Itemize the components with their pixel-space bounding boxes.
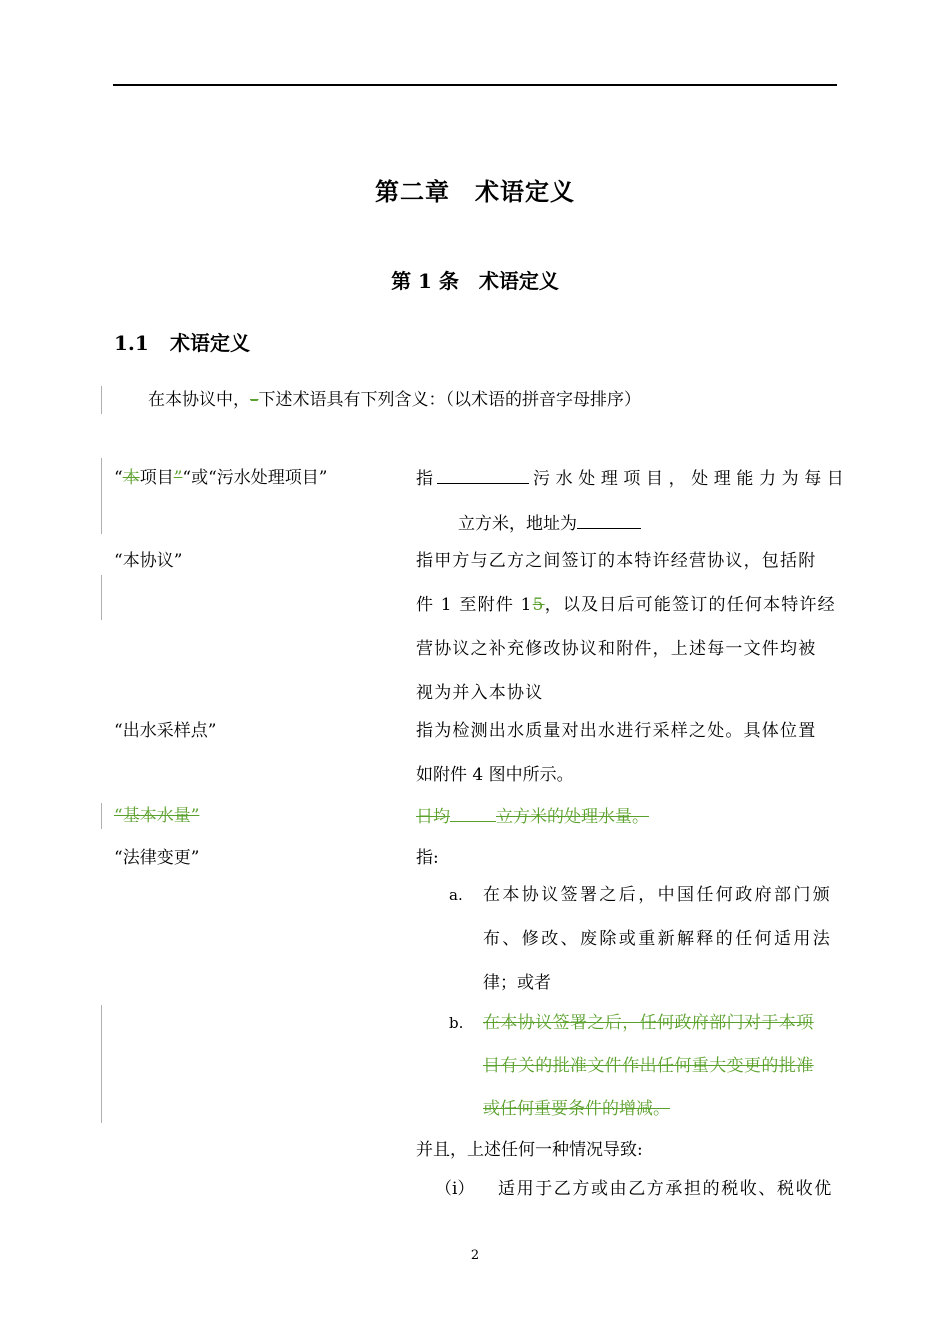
deleted-mark: –: [250, 390, 259, 410]
definition-agreement-line2: 件 1 至附件 15，以及日后可能签订的任何本特许经: [416, 595, 836, 615]
definition-agreement-line1: 指甲方与乙方之间签订的本特许经营协议，包括附: [416, 551, 817, 571]
chapter-title: 第二章 术语定义: [375, 177, 575, 206]
item-b-line3: 或任何重要条件的增减。: [483, 1099, 670, 1119]
definition-project-line2: 立方米，地址为: [458, 512, 641, 535]
header-rule: [113, 84, 837, 86]
definition-base-water: 日均 立方米的处理水量。: [416, 807, 649, 827]
item-b-line2: 目有关的批准文件作出任何重大变更的批准: [483, 1056, 814, 1076]
change-bar: [101, 575, 102, 620]
section-heading: [114, 327, 250, 356]
item-a-label: a.: [449, 886, 463, 904]
item-a-line2: 布、修改、废除或重新解释的任何适用法: [483, 929, 833, 949]
definition-sampling-line1: 指为检测出水质量对出水进行采样之处。具体位置: [416, 721, 817, 741]
term-project: “本项目”“或“污水处理项目”: [114, 468, 328, 488]
section-number: 1.1: [114, 331, 149, 355]
item-i-label: （i）: [435, 1179, 475, 1199]
term-agreement: “本协议”: [114, 551, 183, 571]
item-a-line3: 律；或者: [483, 973, 551, 993]
blank-field: [450, 805, 496, 822]
change-bar: [101, 386, 102, 414]
definition-law-change: 指:: [416, 848, 439, 868]
item-b-label: b.: [449, 1014, 464, 1032]
term-base-water: “基本水量”: [114, 806, 200, 826]
definition-sampling-line2: 如附件 4 图中所示。: [416, 765, 574, 785]
item-a-line1: 在本协议签署之后，中国任何政府部门颁: [483, 885, 833, 905]
change-bar: [101, 1005, 102, 1123]
change-bar: [101, 458, 102, 534]
change-bar: [101, 803, 102, 829]
blank-field: [577, 512, 641, 529]
article-title: 第 1 条 术语定义: [391, 269, 559, 293]
definition-agreement-line4: 视为并入本协议: [416, 683, 544, 703]
definition-agreement-line3: 营协议之补充修改协议和附件，上述每一文件均被: [416, 639, 817, 659]
page-number: 2: [470, 1248, 480, 1263]
condition-paragraph: 并且，上述任何一种情况导致:: [416, 1140, 643, 1160]
term-law-change: “法律变更”: [114, 848, 200, 868]
blank-field: [437, 467, 529, 484]
term-sampling-point: “出水采样点”: [114, 721, 217, 741]
definition-project-line1: 指 污水处理项目，处理能力为每日: [416, 469, 850, 489]
item-i-line1: 适用于乙方或由乙方承担的税收、税收优: [498, 1179, 833, 1199]
item-b-line1: 在本协议签署之后，任何政府部门对于本项: [483, 1013, 814, 1033]
intro-paragraph: 在本协议中，–下述术语具有下列含义：（以术语的拼音字母排序）: [148, 390, 641, 410]
section-title: 术语定义: [170, 331, 250, 355]
